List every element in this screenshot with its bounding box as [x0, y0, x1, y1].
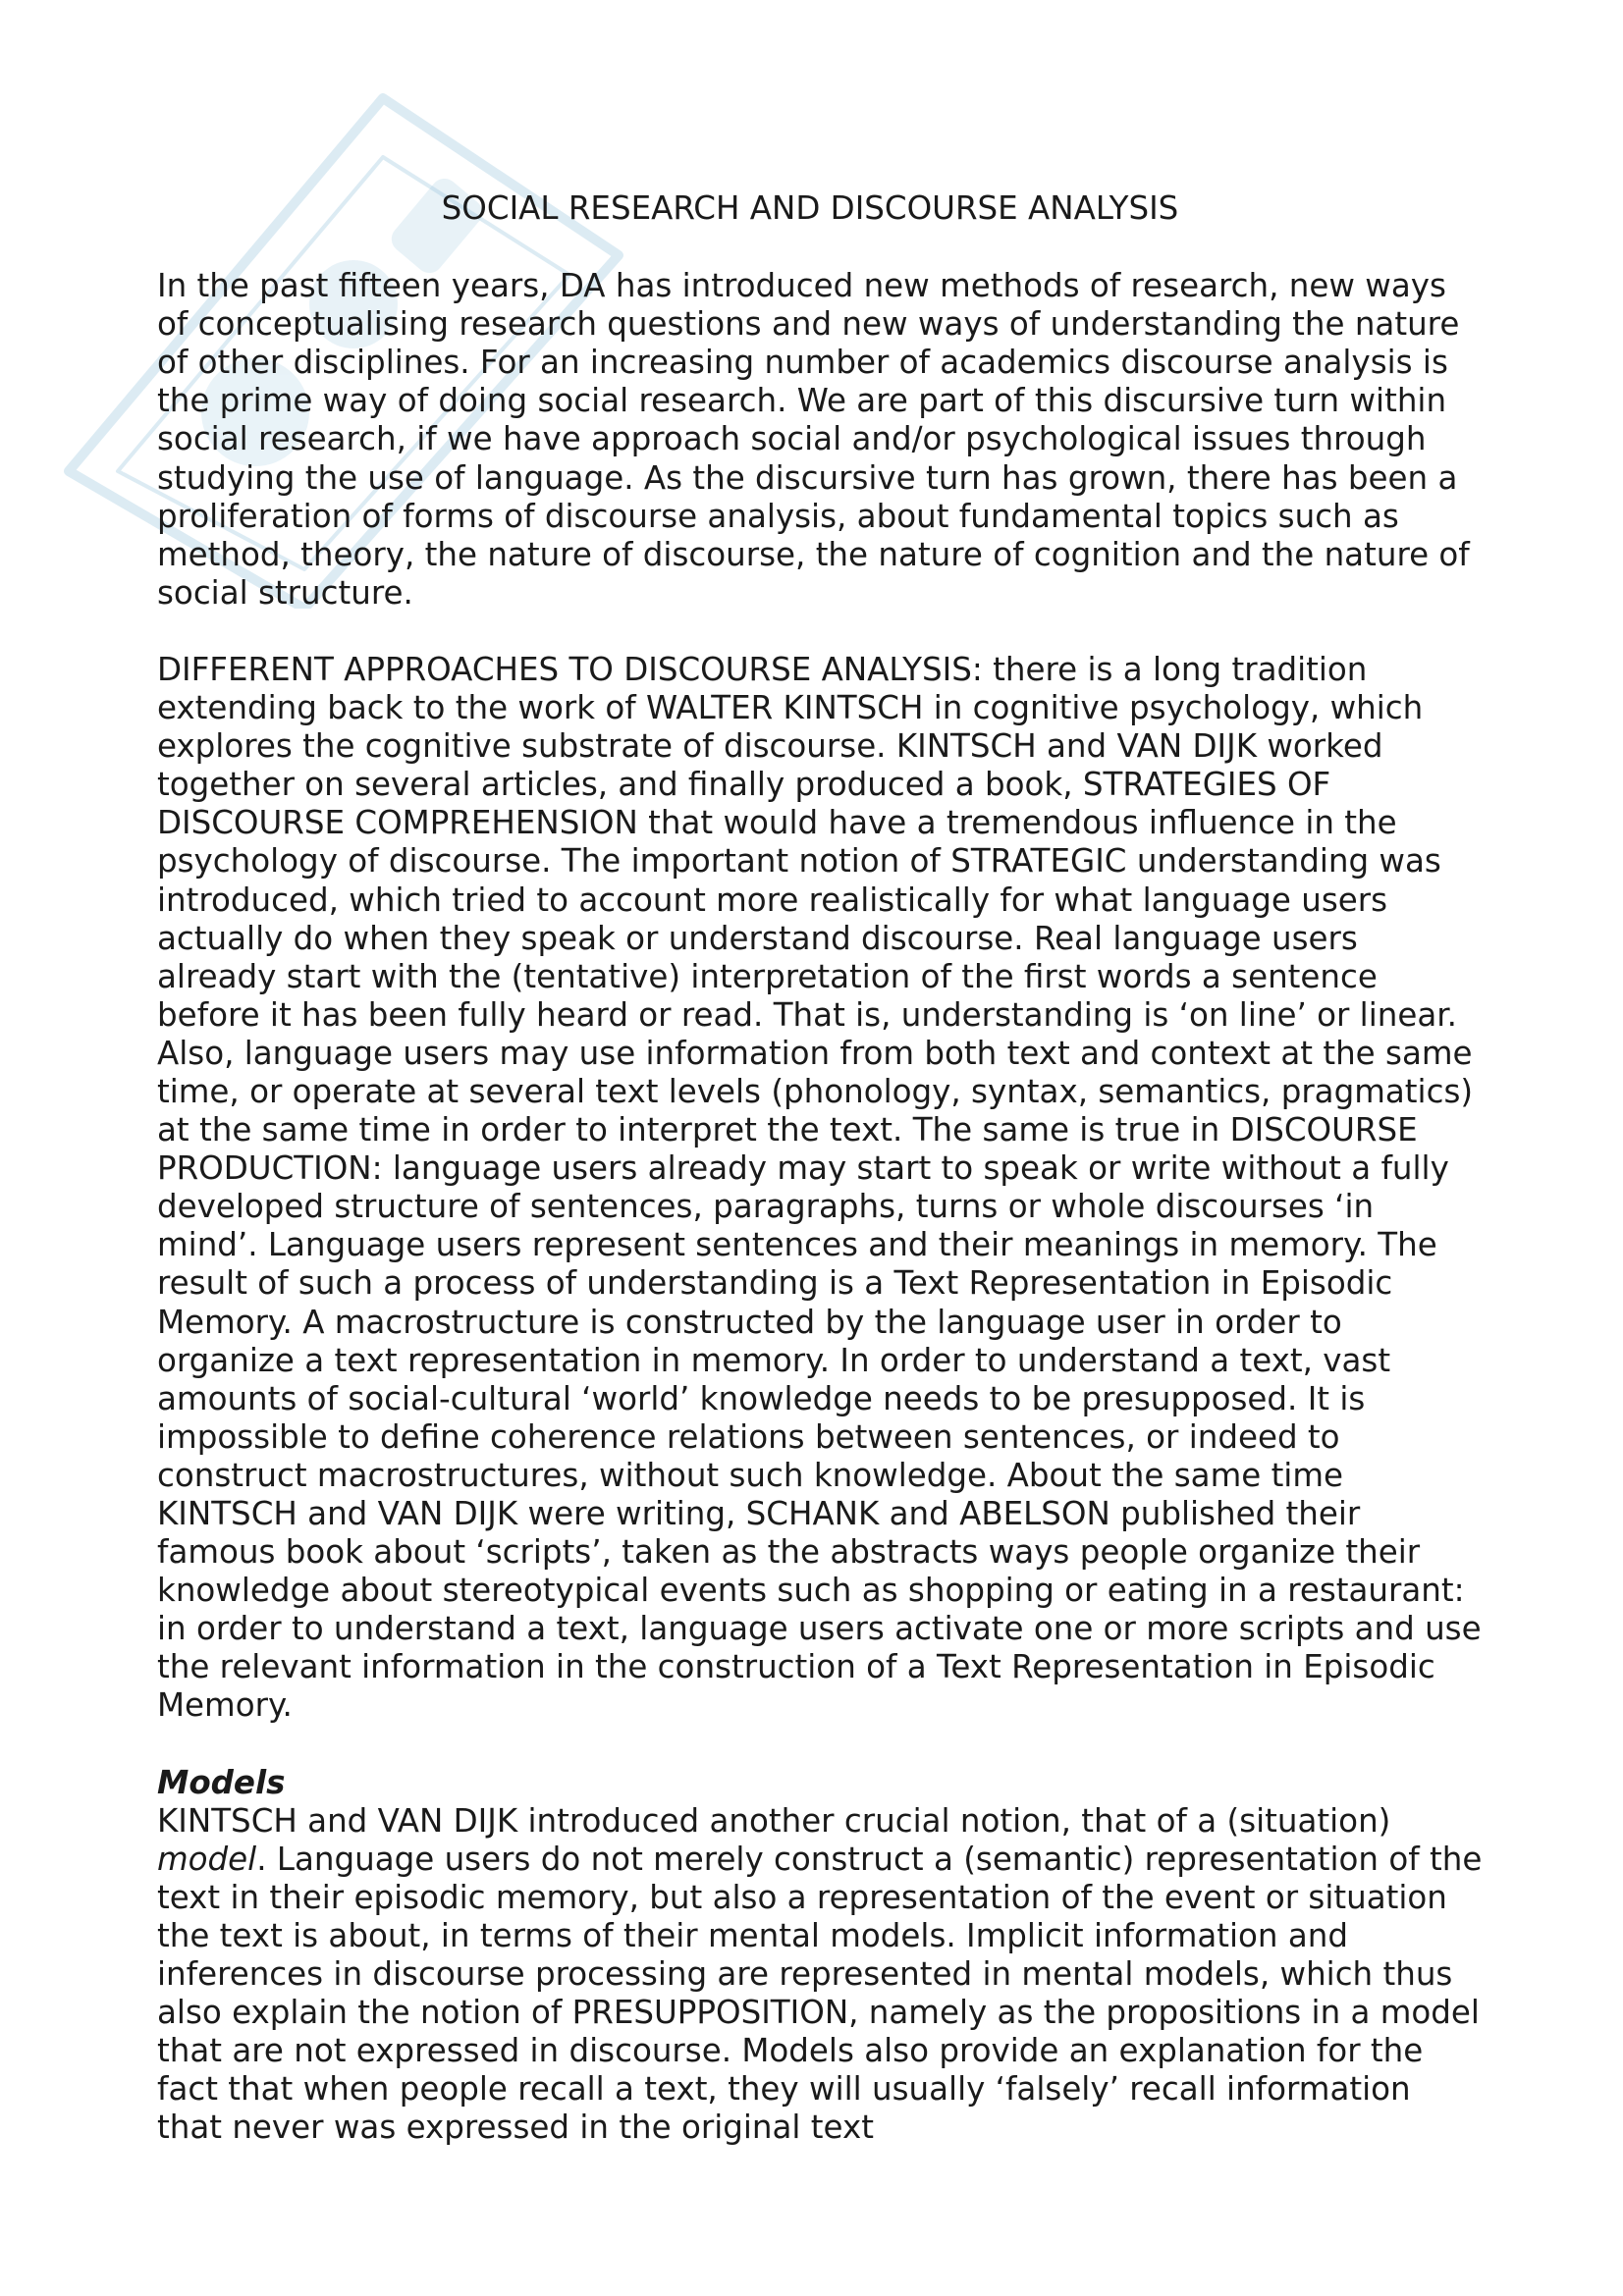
document-title: SOCIAL RESEARCH AND DISCOURSE ANALYSIS	[441, 189, 1179, 227]
document-page	[157, 189, 1483, 2148]
section-heading-models: Models	[157, 1763, 286, 1801]
paragraph-models-text-start: KINTSCH and VAN DIJK introduced another crucial notion, that of a (situation)	[157, 1801, 1391, 1840]
paragraph-approaches: DIFFERENT APPROACHES TO DISCOURSE ANALYSIS: there is a long tradition extending back to the work of WALTER KINTSCH in cognitive psychology, which explores the cognitive substrate of discourse. KINTSCH and VAN DIJK worked together on several articles, and finally produced a book, STRATEGIES OF DISCOURSE COMPREHENSION that would have a tremendous influence in the psychology of discourse. The important notion of STRATEGIC understanding was introduced, which tried to account more realistically for what language users actually do when they speak or understand discourse. Real language users already start with the (tentative) interpretation of the first words a sentence before it has been fully heard or read. That is, understanding is ‘on line’ or linear. Also, language users may use information from both text and context at the same time, or operate at several text levels (phonology, syntax, semantics, pragmatics) at the same time in order to interpret the text. The same is true in DISCOURSE PRODUCTION: language users already may start to speak or write without a fully developed structure of sentences, paragraphs, turns or whole discourses ‘in mind’. Language users represent sentences and their meanings in memory. The result of such a process of understanding is a Text Representation in Episodic Memory. A macrostructure is constructed by the language user in order to organize a text representation in memory. In order to understand a text, vast amounts of social-cultural ‘world’ knowledge needs to be presupposed. It is impossible to define coherence relations between sentences, or indeed to construct macrostructures, without such knowledge. About the same time KINTSCH and VAN DIJK were writing, SCHANK and ABELSON published their famous book about ‘scripts’, taken as the abstracts ways people organize their knowledge about stereotypical events such as shopping or eating in a restaurant: in order to understand a text, language users activate one or more scripts and use the relevant information in the construction of a Text Representation in Episodic Memory.	[157, 650, 1482, 1725]
paragraph-models	[157, 1802, 1483, 2148]
paragraph-intro: In the past fifteen years, DA has introduced new methods of research, new ways of conceptualising research questions and new ways of understanding the nature of other disciplines. For an increasing number of academics discourse analysis is the prime way of doing social research. We are part of this discursive turn within social research, if we have approach social and/or psychological issues through studying the use of language. As the discursive turn has grown, there has been a proliferation of forms of discourse analysis, about fundamental topics such as method, theory, the nature of discourse, the nature of cognition and the nature of social structure.	[157, 267, 1470, 612]
paragraph-models-text-end: . Language users do not merely construct a (semantic) representation of the text in their episodic memory, but also a representation of the event or situation the text is about, in terms of their mental models. Implicit information and inferences in discourse processing are represented in mental models, which thus also explain the notion of PRESUPPOSITION, namely as the propositions in a model that are not expressed in discourse. Models also provide an explanation for the fact that when people recall a text, they will usually ‘falsely’ recall information that never was expressed in the original text	[157, 1840, 1483, 2147]
paragraph-models-italic-term: model	[157, 1840, 257, 1878]
